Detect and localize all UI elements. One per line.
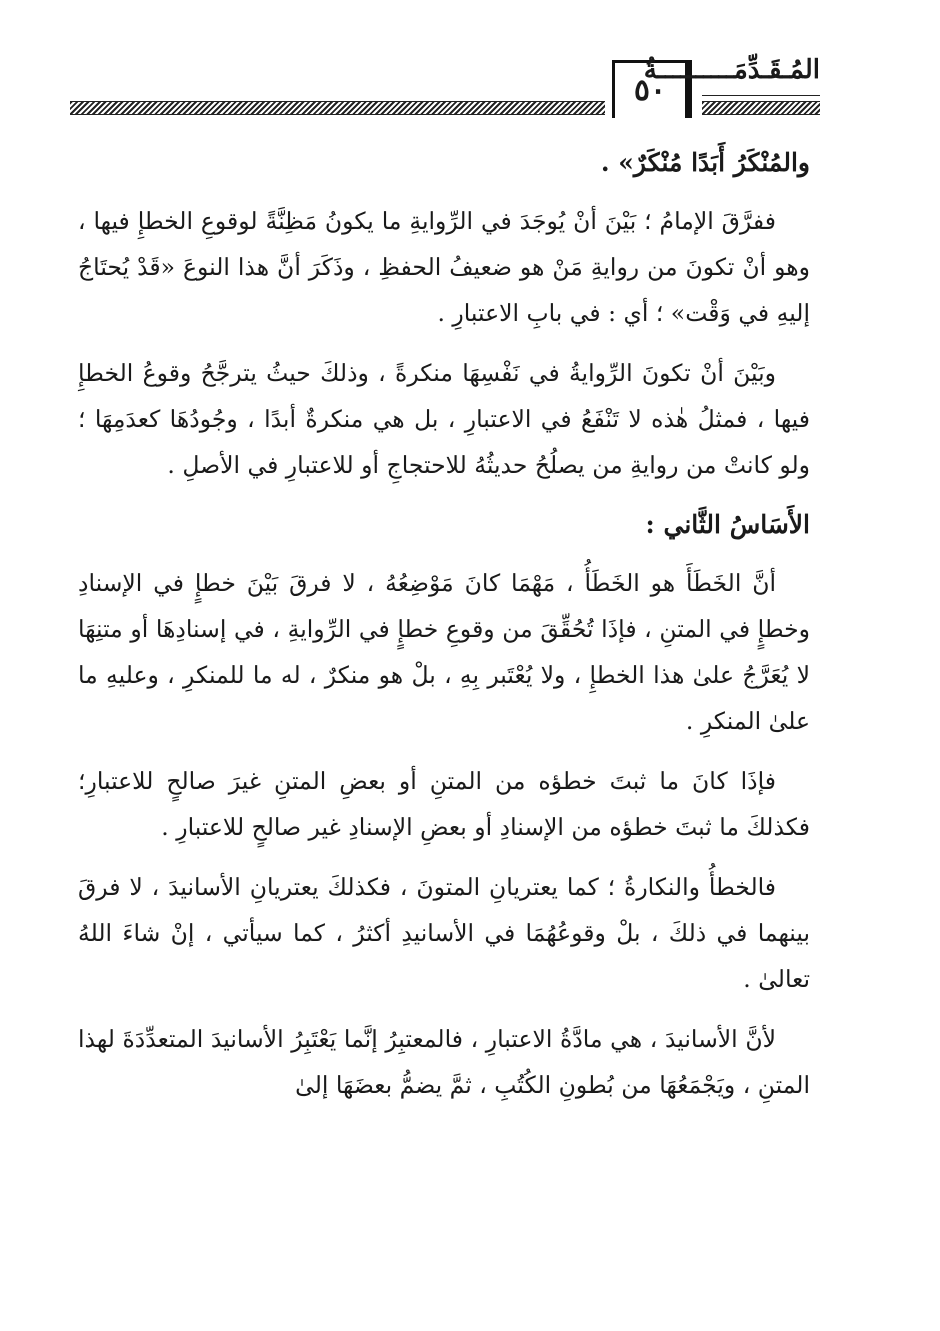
body-text — [78, 140, 810, 1122]
page-header — [70, 55, 820, 125]
paragraph: لأنَّ الأسانيدَ ، هي مادَّةُ الاعتبارِ ، فالمعتبِرُ إنَّما يَعْتَبِرُ الأسانيدَ المتعدِّدَةَ لهذا المتنِ ، ويَجْمَعُهَا من بُطونِ الكُتُبِ ، ثمَّ يضمُّ بعضَهَا إلىٰ — [78, 1025, 810, 1099]
paragraph: وبَيْنَ أنْ تكونَ الرِّوايةُ في نَفْسِهَا منكرةً ، وذلكَ حيثُ يترجَّحُ وقوعُ الخطإِ فيها ، فمثلُ هٰذه لا تَنْفَعُ في الاعتبارِ ، بل هي منكرةٌ أبدًا ، وجُودُهَا كعدَمِهَا ؛ ولو كانتْ من روايةِ من يصلُحُ حديثُهُ للاحتجاجِ أو للاعتبارِ في الأصلِ . — [78, 359, 810, 479]
header-rule-thin — [702, 95, 820, 96]
paragraph: فإذَا كانَ ما ثبتَ خطؤه من المتنِ أو بعضِ المتنِ غيرَ صالحٍ للاعتبارِ؛ فكذلكَ ما ثبتَ خطؤه من الإسنادِ أو بعضِ الإسنادِ غير صالحٍ للاعتبارِ . — [78, 767, 810, 841]
page-number: ٥٠ — [612, 60, 692, 118]
header-rule-right — [702, 101, 820, 115]
paragraph: فالخطأُ والنكارةُ ؛ كما يعتريانِ المتونَ ، فكذلكَ يعتريانِ الأسانيدَ ، لا فرقَ بينهما في ذلكَ ، بلْ وقوعُهُمَا في الأسانيدِ أكثرُ ، كما سيأتي ، إنْ شاءَ اللهُ تعالىٰ . — [78, 873, 810, 993]
header-rule-left — [70, 101, 605, 115]
running-title: المُـقَـدِّمَــــــــــةُ — [643, 55, 820, 85]
quote-closing-line: والمُنْكَرُ أَبَدًا مُنْكَرٌ» . — [600, 148, 810, 177]
paragraph: ففرَّقَ الإمامُ ؛ بَيْنَ أنْ يُوجَدَ في الرِّوايةِ ما يكونُ مَظِنَّةً لوقوعِ الخطإِ فيها ، وهو أنْ تكونَ من روايةِ مَنْ هو ضعيفُ الحفظِ ، وذَكَرَ أنَّ هذا النوعَ «قَدْ يُحتَاجُ إليهِ في وَقْت» ؛ أي : في بابِ الاعتبارِ . — [78, 207, 810, 327]
section-heading: الأَسَاسُ الثَّاني : — [645, 510, 810, 539]
paragraph: أنَّ الخَطَأَ هو الخَطَأُ ، مَهْمَا كانَ مَوْضِعُهُ ، لا فرقَ بَيْنَ خطإٍ في الإسنادِ وخطإٍ في المتنِ ، فإذَا تُحُقِّقَ من وقوعِ خطإٍ في الرِّوايةِ ، في إسنادِهَا أو متنِهَا لا يُعَرَّجُ علىٰ هذا الخطإِ ، ولا يُعْتَبر بِهِ ، بلْ هو منكرٌ ، له ما للمنكرِ ، وعليهِ ما علىٰ المنكرِ . — [78, 569, 810, 735]
